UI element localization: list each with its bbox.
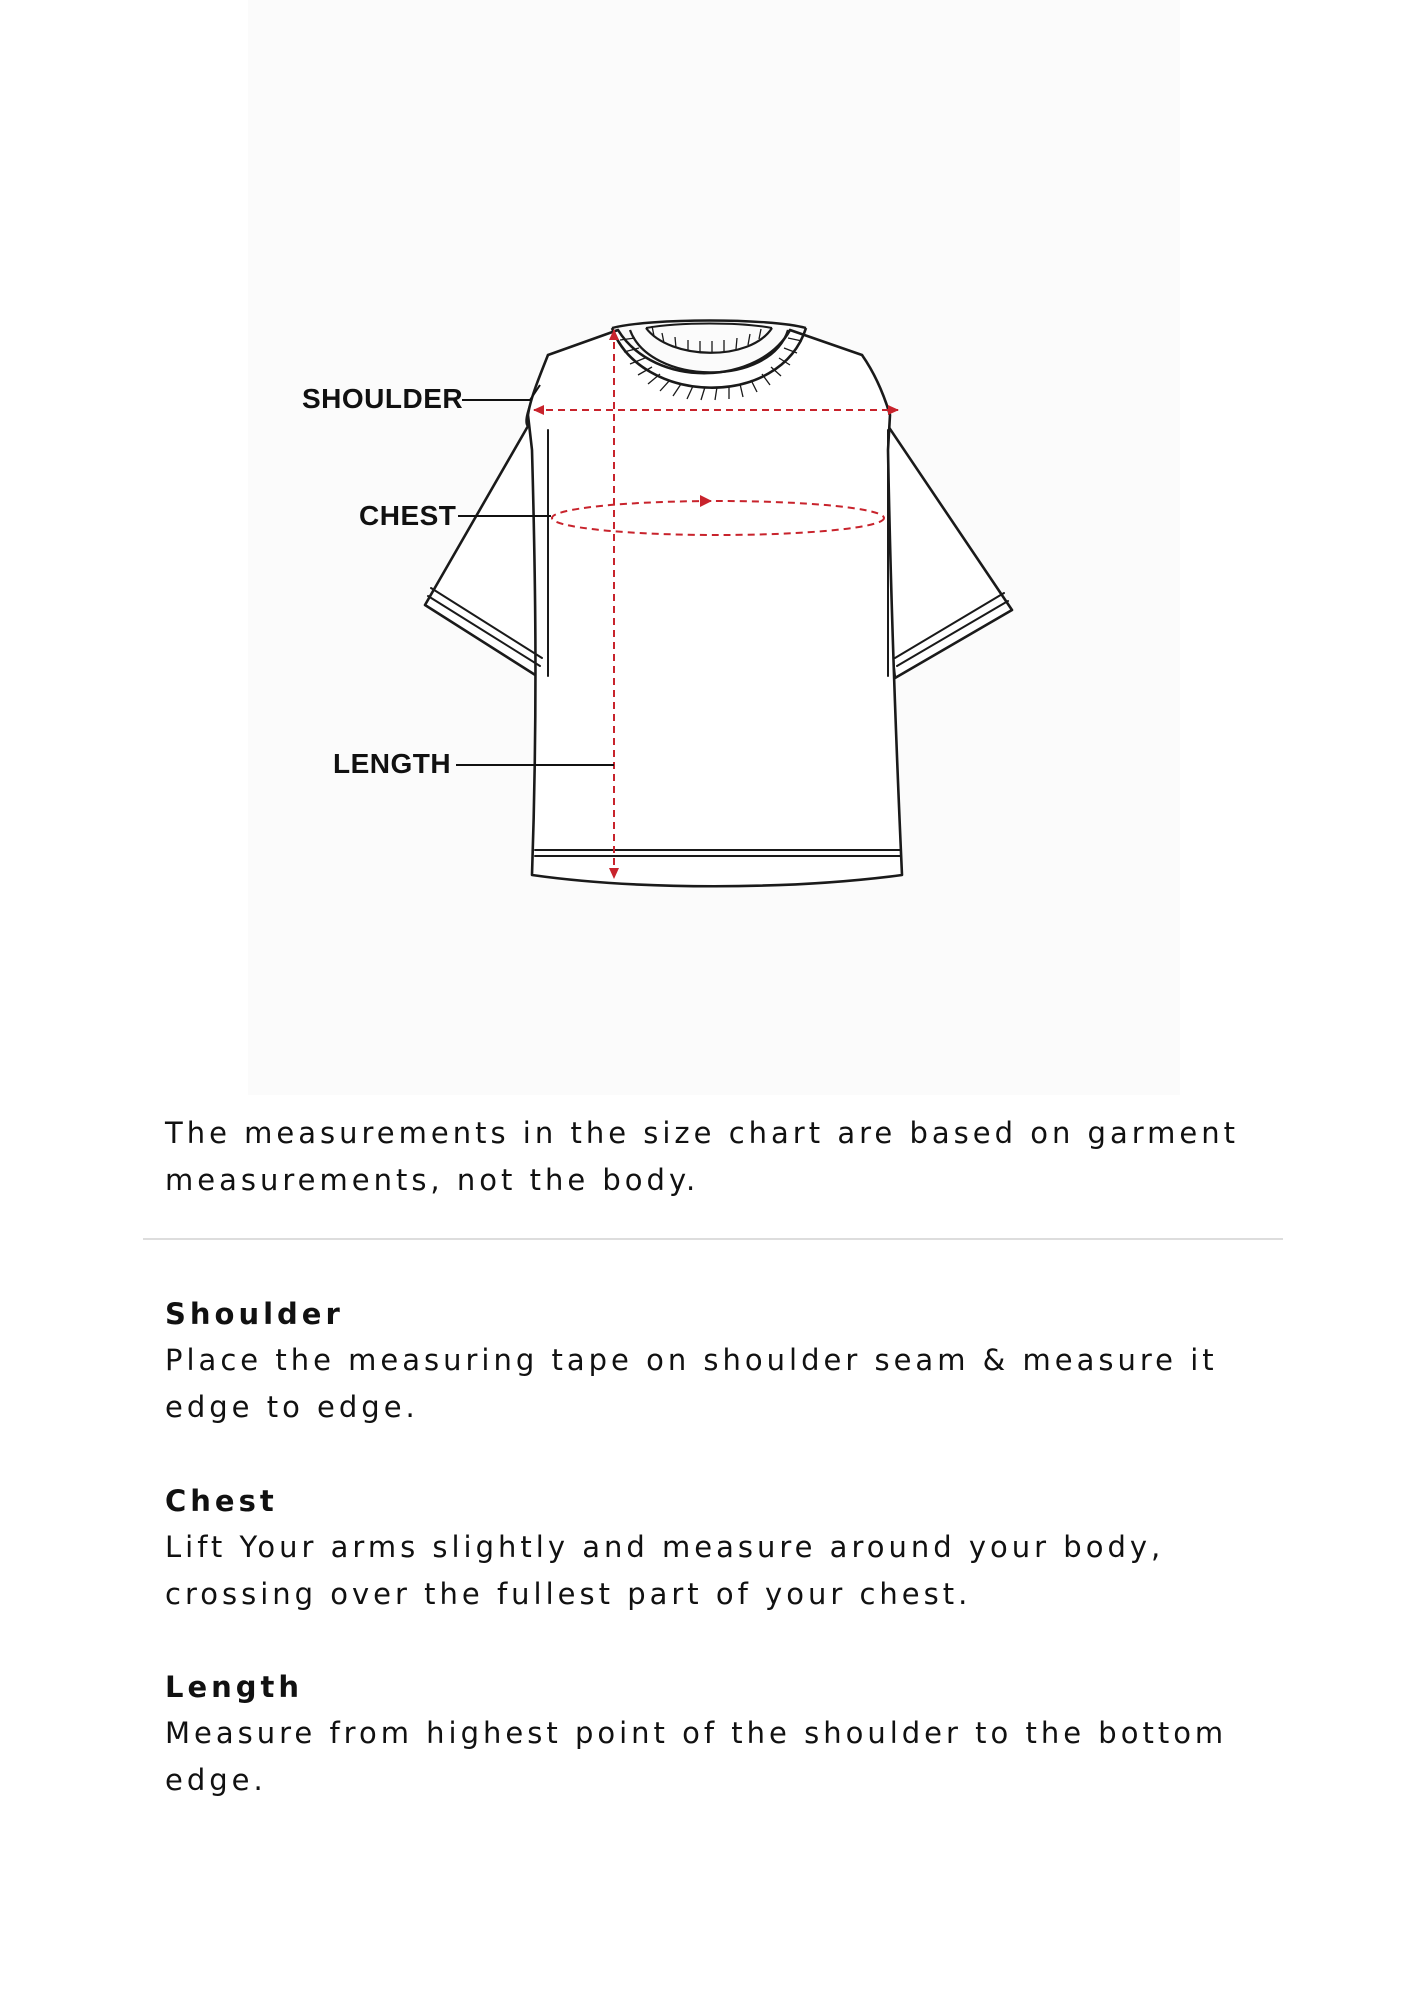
length-callout-label: LENGTH [333, 748, 452, 779]
shoulder-callout-label: SHOULDER [302, 383, 464, 414]
intro-text: The measurements in the size chart are based on garment measurements, not the body. [165, 1116, 1239, 1197]
chest-callout-label: CHEST [359, 500, 457, 531]
divider [143, 1238, 1283, 1240]
length-heading: Length [165, 1670, 304, 1704]
chest-heading: Chest [165, 1484, 278, 1518]
length-instructions [165, 1667, 1315, 1804]
chest-instructions [165, 1481, 1315, 1618]
shoulder-description: Place the measuring tape on shoulder seam & measure it edge to edge. [165, 1343, 1218, 1424]
t-shirt-icon [425, 330, 1012, 886]
shoulder-instructions [165, 1294, 1315, 1431]
chest-description: Lift Your arms slightly and measure around your body, crossing over the fullest part of your chest. [165, 1530, 1165, 1611]
shoulder-heading: Shoulder [165, 1297, 344, 1331]
length-description: Measure from highest point of the shoulder to the bottom edge. [165, 1716, 1228, 1797]
